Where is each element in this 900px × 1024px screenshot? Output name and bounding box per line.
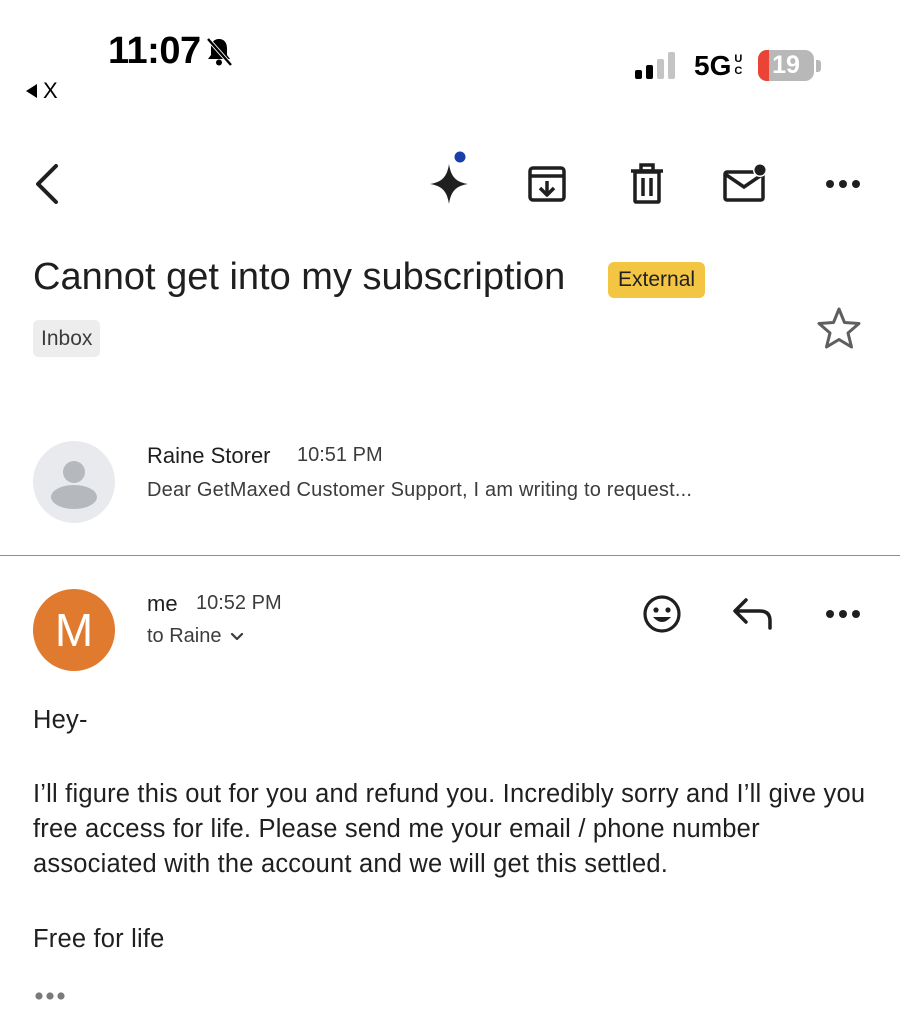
message-time: 10:52 PM: [196, 592, 282, 614]
status-time: 11:07: [108, 30, 201, 72]
message-greeting: Hey-: [33, 706, 88, 734]
sender-name: Raine Storer: [147, 443, 271, 468]
person-icon: [33, 441, 115, 523]
battery-indicator: [758, 50, 814, 81]
recipients-toggle[interactable]: [147, 625, 244, 648]
more-options-button[interactable]: [818, 166, 868, 202]
reply-icon[interactable]: [730, 594, 776, 634]
inbox-label-chip[interactable]: Inbox: [33, 320, 100, 357]
network-label: [694, 50, 744, 82]
message-time: 10:51 PM: [297, 444, 383, 466]
email-subject: Cannot get into my subscription: [33, 256, 566, 298]
chevron-left-icon: [32, 162, 62, 206]
sender-name: me: [147, 591, 178, 616]
archive-button[interactable]: [522, 160, 572, 208]
trash-icon: [629, 163, 665, 205]
bell-slash-icon: [204, 36, 234, 68]
more-horizontal-icon: [825, 609, 861, 619]
more-horizontal-icon: [825, 179, 861, 189]
back-button[interactable]: [24, 160, 70, 208]
archive-icon: [526, 164, 568, 204]
delete-button[interactable]: [622, 160, 672, 208]
back-triangle-icon: [26, 84, 37, 98]
star-icon[interactable]: [816, 306, 862, 350]
message-closing: Free for life: [33, 925, 165, 953]
show-trimmed-content-icon[interactable]: [34, 986, 74, 1006]
message-snippet: Dear GetMaxed Customer Support, I am writing to request...: [147, 479, 693, 501]
back-app-label: X: [43, 78, 58, 103]
add-reaction-icon[interactable]: [640, 592, 684, 636]
external-badge: External: [608, 262, 705, 298]
divider: [0, 555, 900, 556]
mark-unread-button[interactable]: [718, 158, 772, 208]
back-to-app-button[interactable]: [26, 78, 58, 104]
chevron-down-icon: [230, 632, 244, 642]
battery-percent: 19: [772, 51, 800, 79]
gemini-button[interactable]: [424, 150, 478, 208]
cellular-signal-icon: [634, 50, 680, 80]
network-sup: UC: [732, 53, 745, 77]
message-paragraph: I’ll figure this out for you and refund you. Incredibly sorry and I’ll give you free access for life. Please send me your email / phone number associated with the account and we will get this settled.: [33, 780, 866, 878]
recipients-label: to Raine: [147, 625, 222, 647]
message-more-button[interactable]: [818, 596, 868, 632]
mark-unread-icon: [720, 160, 770, 206]
battery-tip: [816, 60, 821, 72]
avatar: [33, 441, 115, 523]
avatar: M: [33, 589, 115, 671]
gemini-sparkle-icon: [424, 150, 478, 208]
network-type: 5G: [694, 50, 732, 81]
